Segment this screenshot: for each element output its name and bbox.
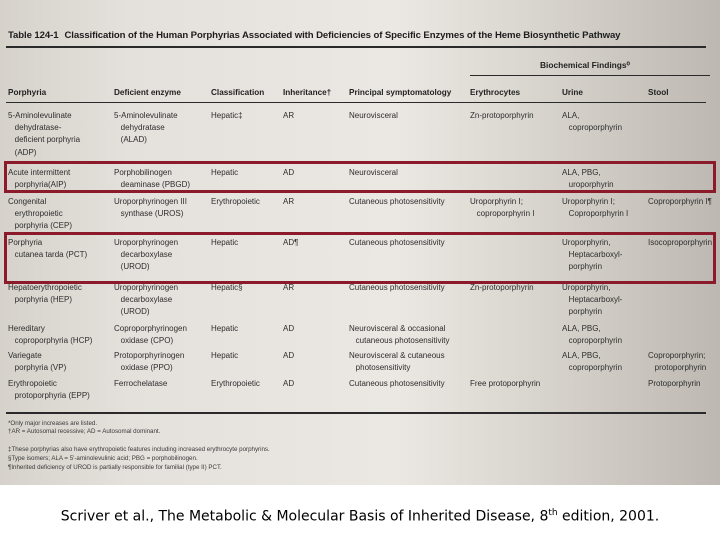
- cell-porphyria: Erythropoietic protoporphyria (EPP): [8, 379, 90, 401]
- cell-porphyria: Acute intermittent porphyria(AIP): [8, 168, 71, 190]
- cell-urine: Uroporphyrin I; Coproporphyrin I: [562, 197, 629, 219]
- cell-urine: ALA, PBG, coproporphyrin: [562, 351, 623, 373]
- header-urine: Urine: [562, 88, 583, 97]
- cell-urine: ALA, PBG, coproporphyrin: [562, 324, 623, 346]
- cell-stool: Coproporphyrin; protoporphyrin: [648, 351, 707, 373]
- cell-classification: Hepatic: [211, 324, 239, 333]
- table-title: [8, 30, 620, 41]
- cell-inheritance: AR: [283, 283, 295, 292]
- header-rule: [6, 102, 706, 103]
- cell-stool: Protoporphyrin: [648, 379, 701, 388]
- footnote: §Type isomers; ALA = 5'-aminolevulinic acid; PBG = porphobilinogen.: [8, 455, 198, 462]
- biochem-rule: [470, 75, 710, 76]
- cell-symptomatology: Neurovisceral & occasional cutaneous photosensitivity: [349, 324, 450, 346]
- cell-urine: ALA, PBG, uroporphyrin: [562, 168, 614, 190]
- cell-porphyria: Congenital erythropoietic porphyria (CEP): [8, 197, 73, 231]
- cell-classification: Hepatic: [211, 238, 239, 247]
- header-inheritance: Inheritance†: [283, 88, 332, 97]
- cell-symptomatology: Cutaneous photosensitivity: [349, 379, 445, 388]
- cell-enzyme: Uroporphyrinogen III synthase (UROS): [114, 197, 187, 219]
- cell-enzyme: 5-Aminolevulinate dehydratase (ALAD): [114, 111, 178, 145]
- cell-erythrocytes: Uroporphyrin I; coproporphyrin I: [470, 197, 535, 219]
- cell-porphyria: Variegate porphyria (VP): [8, 351, 67, 373]
- footnote: *Only major increases are listed.: [8, 420, 98, 427]
- cell-inheritance: AD: [283, 351, 295, 360]
- header-stool: Stool: [648, 88, 669, 97]
- cell-stool: Isocoproporphyrin: [648, 238, 713, 247]
- cell-classification: Hepatic: [211, 168, 239, 177]
- cell-inheritance: AD¶: [283, 238, 299, 247]
- cell-enzyme: Uroporphyrinogen decarboxylase (UROD): [114, 283, 179, 317]
- cell-symptomatology: Neurovisceral: [349, 168, 398, 177]
- cell-inheritance: AD: [283, 168, 295, 177]
- cell-classification: Hepatic‡: [211, 111, 243, 120]
- cell-urine: Uroporphyrin, Heptacarboxyl- porphyrin: [562, 283, 623, 317]
- cell-classification: Hepatic: [211, 351, 239, 360]
- cell-classification: Erythropoietic: [211, 197, 260, 206]
- cell-porphyria: Hereditary coproporphyria (HCP): [8, 324, 93, 346]
- header-symptomatology: Principal symptomatology: [349, 88, 452, 97]
- header-enzyme: Deficient enzyme: [114, 88, 181, 97]
- footnote: ‡These porphyrias also have erythropoietic features including increased erythrocyte porphyrins.: [8, 446, 270, 453]
- cell-enzyme: Porphobilinogen deaminase (PBGD): [114, 168, 191, 190]
- cell-inheritance: AR: [283, 197, 295, 206]
- citation-suffix: edition, 2001.: [557, 508, 660, 525]
- highlight-box-aip: [4, 161, 716, 193]
- cell-enzyme: Ferrochelatase: [114, 379, 168, 388]
- citation-text: Scriver et al., The Metabolic & Molecular Basis of Inherited Disease, 8: [60, 508, 549, 525]
- cell-porphyria: 5-Aminolevulinate dehydratase- deficient porphyria (ADP): [8, 111, 81, 157]
- header-erythrocytes: Erythrocytes: [470, 88, 521, 97]
- cell-erythrocytes: Free protoporphyrin: [470, 379, 541, 388]
- cell-enzyme: Protoporphyrinogen oxidase (PPO): [114, 351, 185, 373]
- citation-superscript: th: [548, 508, 558, 518]
- cell-symptomatology: Cutaneous photosensitivity: [349, 197, 445, 206]
- cell-urine: Uroporphyrin, Heptacarboxyl- porphyrin: [562, 238, 623, 272]
- cell-urine: ALA, coproporphyrin: [562, 111, 623, 133]
- header-porphyria: Porphyria: [8, 88, 47, 97]
- cell-symptomatology: Cutaneous photosensitivity: [349, 283, 445, 292]
- table-caption: Classification of the Human Porphyrias Associated with Deficiencies of Specific Enzymes of the Heme Biosynthetic Pathway: [64, 30, 621, 41]
- cell-enzyme: Uroporphyrinogen decarboxylase (UROD): [114, 238, 179, 272]
- cell-classification: Hepatic§: [211, 283, 243, 292]
- cell-enzyme: Coproporphyrinogen oxidase (CPO): [114, 324, 187, 346]
- cell-erythrocytes: Zn-protoporphyrin: [470, 283, 534, 292]
- cell-symptomatology: Neurovisceral: [349, 111, 398, 120]
- cell-inheritance: AD: [283, 379, 295, 388]
- cell-symptomatology: Neurovisceral & cutaneous photosensitivity: [349, 351, 445, 373]
- footnote: †AR = Autosomal recessive; AD = Autosomal dominant.: [8, 428, 161, 435]
- citation: [0, 508, 720, 525]
- cell-symptomatology: Cutaneous photosensitivity: [349, 238, 445, 247]
- cell-inheritance: AR: [283, 111, 295, 120]
- table-number: Table 124-1: [8, 30, 59, 41]
- title-rule: [6, 46, 706, 48]
- cell-inheritance: AD: [283, 324, 295, 333]
- highlight-box-pct: [4, 232, 716, 284]
- bottom-rule: [6, 412, 706, 414]
- cell-stool: Coproporphyrin I¶: [648, 197, 712, 206]
- cell-classification: Erythropoietic: [211, 379, 260, 388]
- biochemical-findings-header: Biochemical Findings⁰: [540, 60, 630, 70]
- cell-porphyria: Porphyria cutanea tarda (PCT): [8, 238, 88, 260]
- cell-porphyria: Hepatoerythropoietic porphyria (HEP): [8, 283, 82, 305]
- footnote: ¶Inherited deficiency of UROD is partially responsible for familial (type II) PCT.: [8, 464, 222, 471]
- header-classification: Classification: [211, 88, 265, 97]
- cell-erythrocytes: Zn-protoporphyrin: [470, 111, 534, 120]
